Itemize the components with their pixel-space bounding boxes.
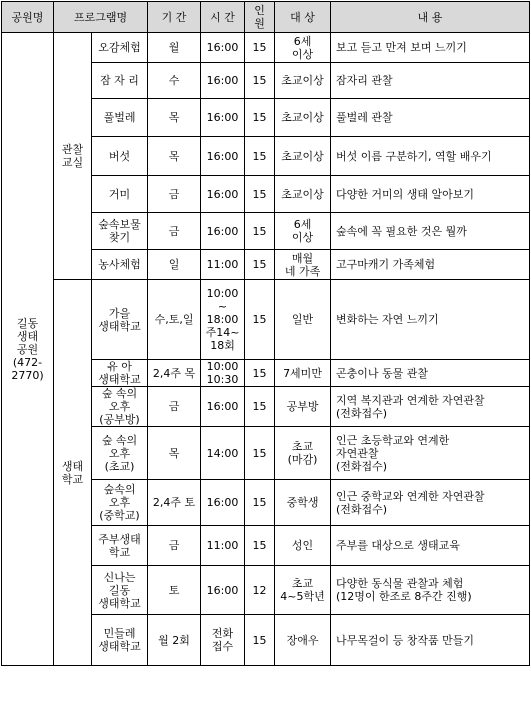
cell-target: 6세 이상 [275, 213, 331, 250]
cell-content: 보고 듣고 만져 보며 느끼기 [331, 33, 530, 63]
cell-period: 토 [148, 566, 201, 615]
cell-period: 금 [148, 526, 201, 566]
table-row [2, 33, 530, 63]
cell-capacity: 15 [245, 99, 275, 137]
cell-period: 월 [148, 33, 201, 63]
cell-capacity: 15 [245, 213, 275, 250]
cell-capacity: 15 [245, 250, 275, 280]
cell-target: 중학생 [275, 480, 331, 526]
cell-content: 변화하는 자연 느끼기 [331, 280, 530, 360]
cell-time: 14:00 [201, 427, 245, 480]
cell-time: 16:00 [201, 137, 245, 176]
cell-program: 농사체험 [92, 250, 148, 280]
cell-content: 숲속에 꼭 필요한 것은 뭘까 [331, 213, 530, 250]
header-period: 기 간 [148, 2, 201, 33]
cell-capacity: 15 [245, 427, 275, 480]
cell-target: 초교 (마감) [275, 427, 331, 480]
cell-time: 16:00 [201, 480, 245, 526]
cell-program: 가을 생태학교 [92, 280, 148, 360]
cell-program: 오감체험 [92, 33, 148, 63]
cell-period: 목 [148, 427, 201, 480]
cell-capacity: 12 [245, 566, 275, 615]
cell-program: 잠 자 리 [92, 63, 148, 99]
cell-content: 인근 초등학교와 연계한 자연관찰 (전화접수) [331, 427, 530, 480]
cell-target: 일반 [275, 280, 331, 360]
cell-target: 초교이상 [275, 99, 331, 137]
cell-program: 숲속의 오후 (중학교) [92, 480, 148, 526]
cell-time: 16:00 [201, 213, 245, 250]
cell-target: 매월 네 가족 [275, 250, 331, 280]
cell-period: 2,4주 토 [148, 480, 201, 526]
cell-period: 금 [148, 213, 201, 250]
cell-program: 버섯 [92, 137, 148, 176]
cell-period: 금 [148, 387, 201, 427]
cell-time: 10:00 10:30 [201, 360, 245, 387]
header-row [2, 2, 530, 33]
cell-period: 2,4주 목 [148, 360, 201, 387]
cell-content: 풀벌레 관찰 [331, 99, 530, 137]
cell-period: 일 [148, 250, 201, 280]
cell-time: 16:00 [201, 99, 245, 137]
cell-capacity: 15 [245, 387, 275, 427]
header-target: 대 상 [275, 2, 331, 33]
header-content: 내 용 [331, 2, 530, 33]
cell-capacity: 15 [245, 480, 275, 526]
cell-time: 16:00 [201, 63, 245, 99]
header-park: 공원명 [2, 2, 54, 33]
cell-period: 월 2회 [148, 615, 201, 666]
cell-program: 신나는 길동 생태학교 [92, 566, 148, 615]
cell-capacity: 15 [245, 615, 275, 666]
cell-content: 다양한 거미의 생태 알아보기 [331, 176, 530, 213]
cell-content: 나무목걸이 등 창작품 만들기 [331, 615, 530, 666]
cell-target: 6세 이상 [275, 33, 331, 63]
group-observation: 관찰 교실 [54, 33, 92, 280]
cell-time: 16:00 [201, 566, 245, 615]
cell-time: 10:00 ~ 18:00 주14~ 18회 [201, 280, 245, 360]
cell-capacity: 15 [245, 137, 275, 176]
cell-time: 16:00 [201, 387, 245, 427]
cell-time: 16:00 [201, 33, 245, 63]
cell-program: 거미 [92, 176, 148, 213]
header-time: 시 간 [201, 2, 245, 33]
cell-period: 목 [148, 99, 201, 137]
header-program: 프로그램명 [54, 2, 148, 33]
header-capacity: 인 원 [245, 2, 275, 33]
cell-content: 다양한 동식물 관찰과 체험 (12명이 한조로 8주간 진행) [331, 566, 530, 615]
cell-program: 민들레 생태학교 [92, 615, 148, 666]
cell-target: 공부방 [275, 387, 331, 427]
cell-period: 금 [148, 176, 201, 213]
cell-capacity: 15 [245, 280, 275, 360]
cell-content: 주부를 대상으로 생태교육 [331, 526, 530, 566]
cell-content: 지역 복지관과 연계한 자연관찰 (전화접수) [331, 387, 530, 427]
cell-target: 7세미만 [275, 360, 331, 387]
cell-program: 숲속보물 찾기 [92, 213, 148, 250]
group-ecology: 생태 학교 [54, 280, 92, 666]
table-row [2, 280, 530, 360]
cell-capacity: 15 [245, 33, 275, 63]
program-table [1, 1, 530, 666]
cell-capacity: 15 [245, 176, 275, 213]
cell-time: 11:00 [201, 526, 245, 566]
cell-time: 11:00 [201, 250, 245, 280]
cell-period: 수,토,일 [148, 280, 201, 360]
cell-program: 숲 속의 오후 (초교) [92, 427, 148, 480]
cell-capacity: 15 [245, 360, 275, 387]
cell-program: 풀벌레 [92, 99, 148, 137]
cell-program: 유 아 생태학교 [92, 360, 148, 387]
park-name: 길동 생태 공원 (472- 2770) [2, 33, 54, 666]
cell-program: 주부생태 학교 [92, 526, 148, 566]
cell-program: 숲 속의 오후 (공부방) [92, 387, 148, 427]
cell-target: 초교이상 [275, 176, 331, 213]
cell-capacity: 15 [245, 526, 275, 566]
cell-content: 잠자리 관찰 [331, 63, 530, 99]
cell-target: 성인 [275, 526, 331, 566]
cell-period: 목 [148, 137, 201, 176]
cell-target: 초교 4~5학년 [275, 566, 331, 615]
cell-target: 장애우 [275, 615, 331, 666]
cell-target: 초교이상 [275, 63, 331, 99]
cell-time: 16:00 [201, 176, 245, 213]
cell-target: 초교이상 [275, 137, 331, 176]
cell-content: 버섯 이름 구분하기, 역할 배우기 [331, 137, 530, 176]
cell-content: 인근 중학교와 연계한 자연관찰 (전화접수) [331, 480, 530, 526]
cell-content: 곤충이나 동물 관찰 [331, 360, 530, 387]
cell-period: 수 [148, 63, 201, 99]
cell-capacity: 15 [245, 63, 275, 99]
cell-time: 전화 접수 [201, 615, 245, 666]
cell-content: 고구마캐기 가족체험 [331, 250, 530, 280]
